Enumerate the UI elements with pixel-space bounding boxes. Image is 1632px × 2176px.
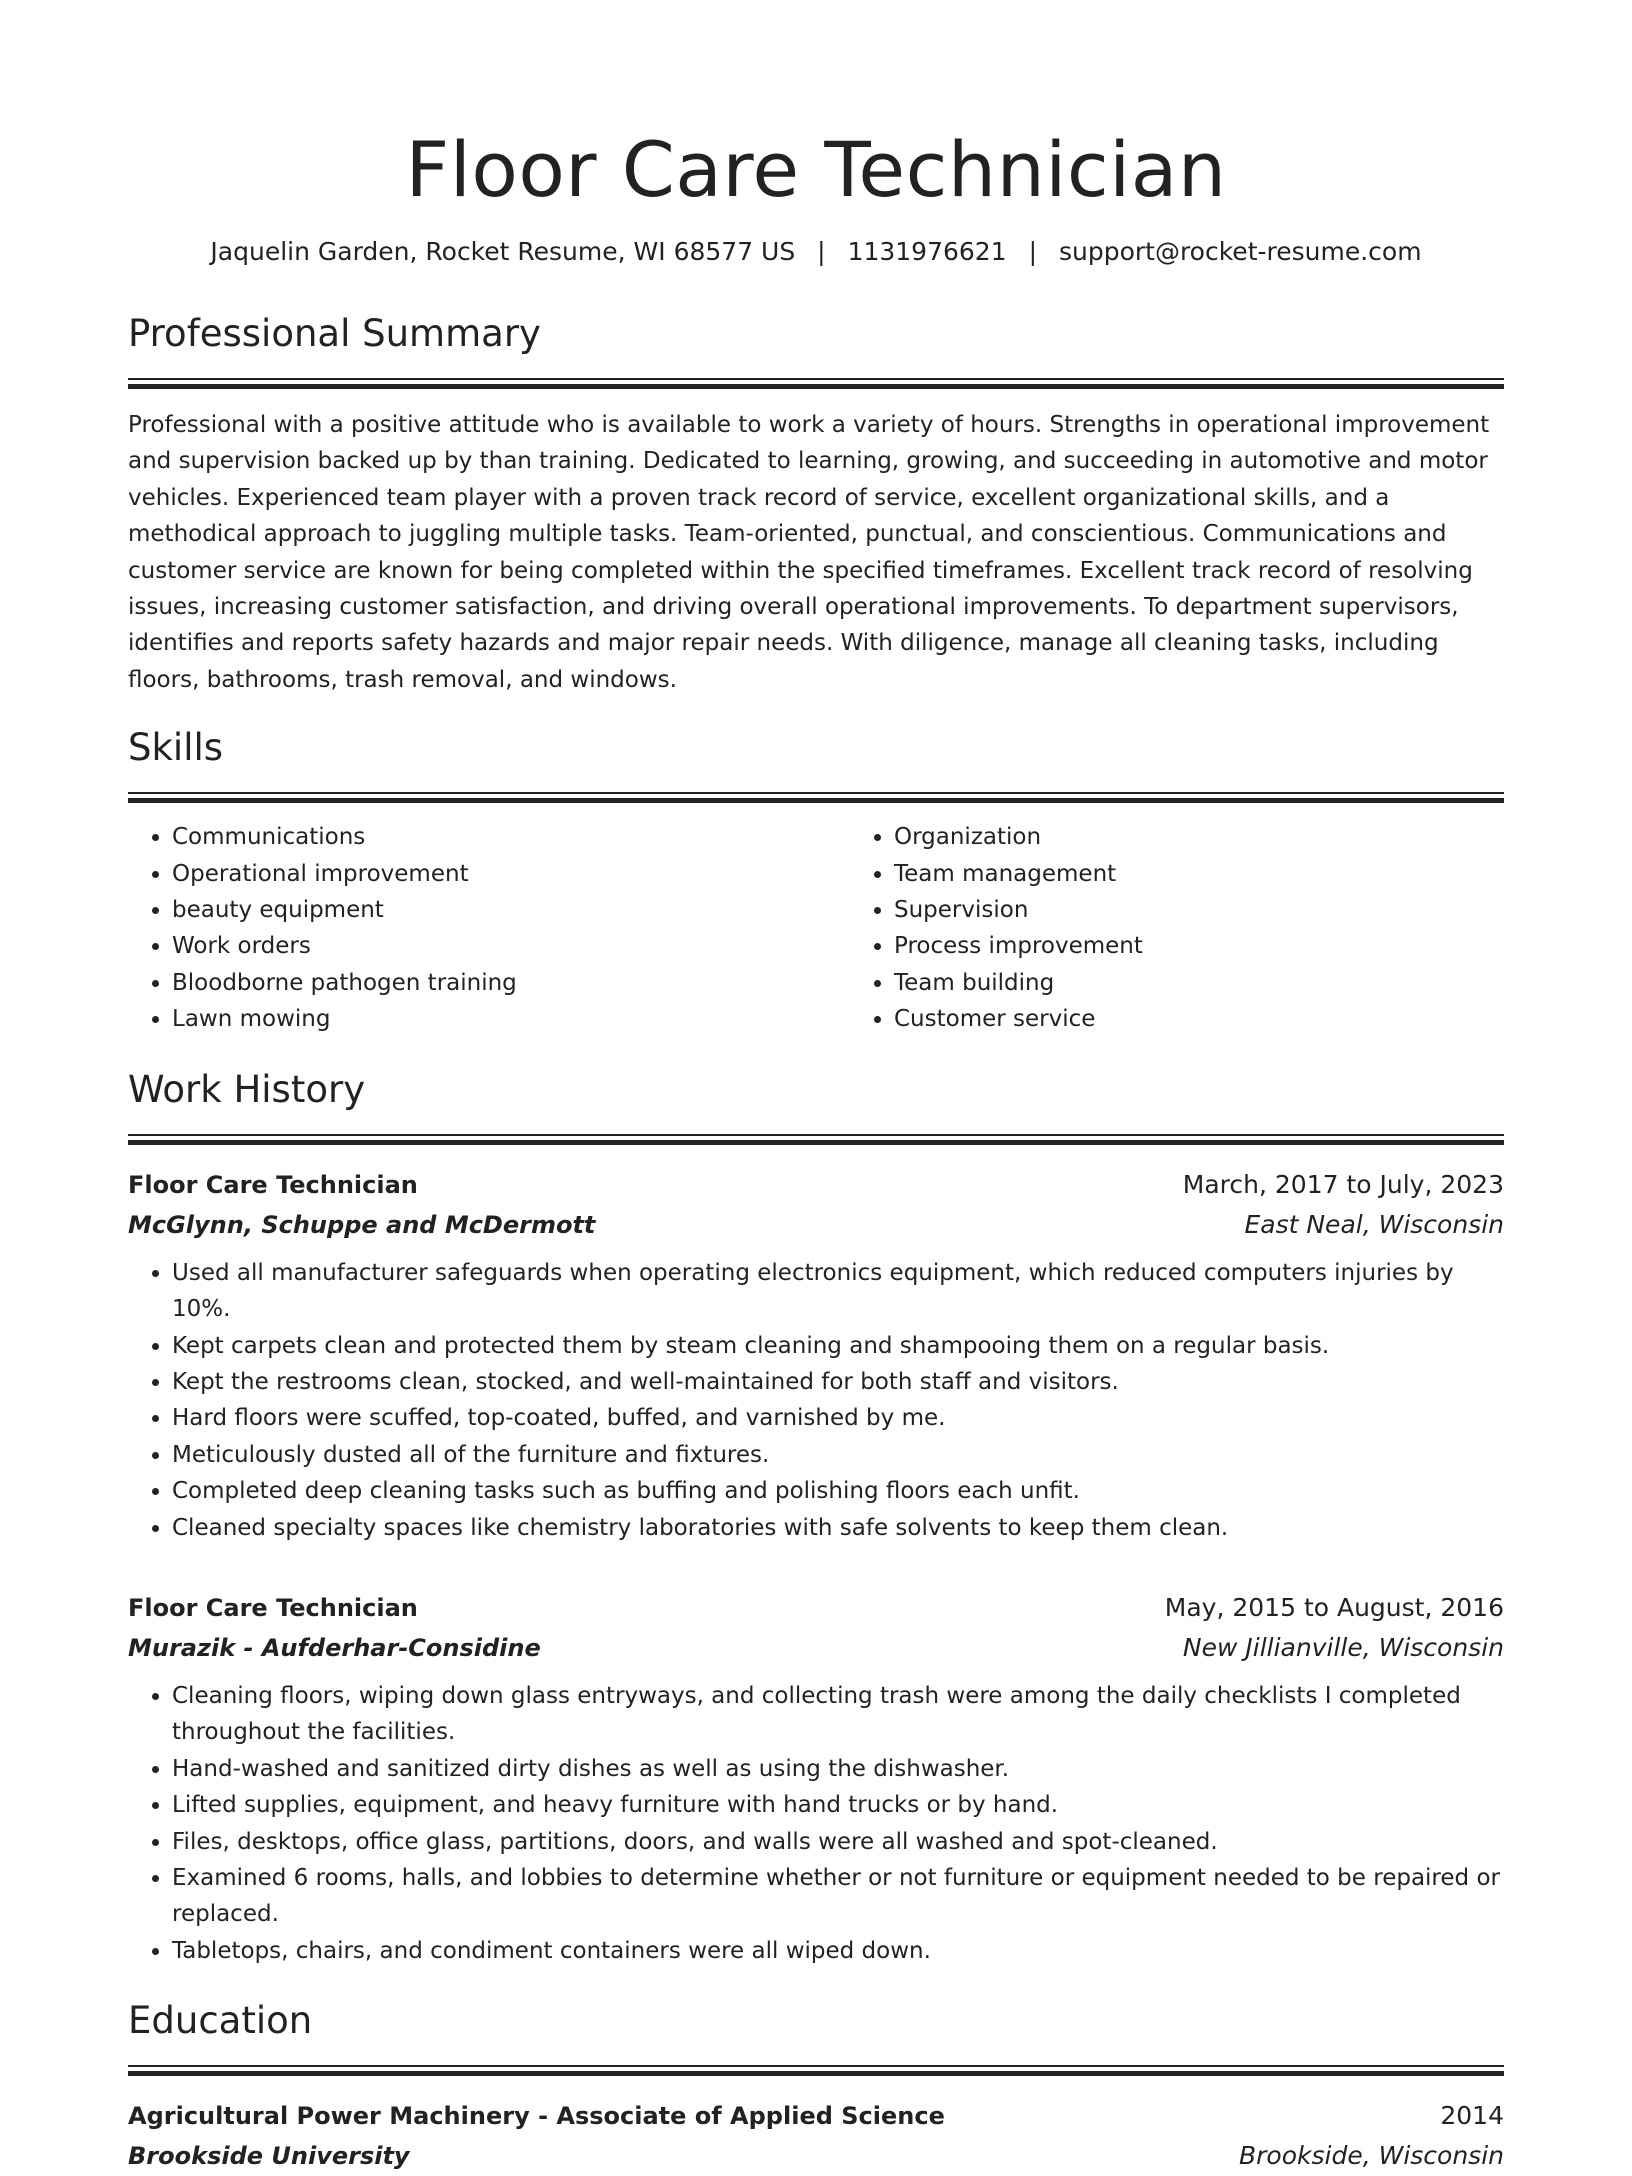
summary-text: Professional with a positive attitude who is available to work a variety of hours. Strengths in operational improvement and supervision backed up by than training. Dedicated to learning, growing, and succeeding in automotive and motor vehicles. Experienced team player with a proven track record of service, excellent organizational skills, and a methodical approach to juggling multiple tasks. Team-oriented, punctual, and conscientious. Communications and customer service are known for being completed within the specified timeframes. Excellent track record of resolving issues, increasing customer satisfaction, and driving overall operational improvements. To department supervisors, identifies and reports safety hazards and major repair needs. With diligence, manage all cleaning tasks, including floors, bathrooms, trash removal, and windows.	[128, 412, 1490, 693]
skills-list-left	[128, 819, 850, 1037]
education-school-row	[128, 2136, 1504, 2176]
job-company: Murazik - Aufderhar-Considine	[128, 1633, 541, 1662]
skill-item: • Customer service	[894, 1001, 1504, 1037]
job-location: East Neal, Wisconsin	[1244, 1209, 1504, 1239]
section-heading-summary: Professional Summary	[128, 312, 541, 355]
section-divider	[128, 378, 1504, 389]
skill-item: • Lawn mowing	[172, 1001, 850, 1037]
job-header-row	[128, 1165, 1504, 1205]
job-bullets	[128, 1255, 1504, 1546]
work-history-section	[128, 1066, 1504, 1970]
job-bullet: • Hard floors were scuffed, top-coated, buffed, and varnished by me.	[172, 1400, 1504, 1436]
skill-item: • Supervision	[894, 892, 1504, 928]
job-entry	[128, 1588, 1504, 1969]
contact-email[interactable]: support@rocket-resume.com	[1058, 237, 1422, 266]
contact-phone: 1131976621	[847, 237, 1007, 266]
section-divider	[128, 1134, 1504, 1145]
job-header-row	[128, 1588, 1504, 1628]
summary-section	[128, 310, 1504, 698]
section-heading-education: Education	[128, 1999, 313, 2043]
education-school: Brookside University	[128, 2142, 410, 2171]
job-dates: May, 2015 to August, 2016	[1164, 1592, 1504, 1622]
resume-page	[128, 0, 1504, 2176]
job-bullet: • Meticulously dusted all of the furniture and fixtures.	[172, 1437, 1504, 1473]
job-bullet: • Used all manufacturer safeguards when operating electronics equipment, which reduced computers injuries by 10%.	[172, 1255, 1504, 1328]
job-dates: March, 2017 to July, 2023	[1182, 1169, 1504, 1199]
contact-separator: |	[817, 237, 826, 266]
skill-item: • beauty equipment	[172, 892, 850, 928]
section-heading-skills: Skills	[128, 726, 224, 770]
job-bullets	[128, 1678, 1504, 1969]
job-bullet: • Examined 6 rooms, halls, and lobbies to determine whether or not furniture or equipment needed to be repaired or replaced.	[172, 1860, 1504, 1933]
job-bullet: • Cleaning floors, wiping down glass entryways, and collecting trash were among the daily checklists I completed throughout the facilities.	[172, 1678, 1504, 1751]
job-bullet: • Tabletops, chairs, and condiment containers were all wiped down.	[172, 1933, 1504, 1969]
education-degree: Agricultural Power Machinery - Associate of Applied Science	[128, 2102, 945, 2131]
education-section	[128, 1997, 1504, 2176]
job-bullet: • Completed deep cleaning tasks such as buffing and polishing floors each unfit.	[172, 1473, 1504, 1509]
skill-item: • Team building	[894, 965, 1504, 1001]
education-header-row	[128, 2096, 1504, 2136]
job-company-row	[128, 1628, 1504, 1668]
contact-line	[128, 236, 1504, 268]
section-divider	[128, 2065, 1504, 2076]
contact-address: Jaquelin Garden, Rocket Resume, WI 68577 US	[210, 237, 796, 266]
job-company-row	[128, 1205, 1504, 1245]
job-bullet: • Kept carpets clean and protected them by steam cleaning and shampooing them on a regular basis.	[172, 1328, 1504, 1364]
skill-item: • Bloodborne pathogen training	[172, 965, 850, 1001]
job-bullet: • Hand-washed and sanitized dirty dishes as well as using the dishwasher.	[172, 1751, 1504, 1787]
job-bullet: • Kept the restrooms clean, stocked, and well-maintained for both staff and visitors.	[172, 1364, 1504, 1400]
section-heading-work: Work History	[128, 1067, 366, 1111]
job-location: New Jillianville, Wisconsin	[1182, 1632, 1504, 1662]
skill-item: • Work orders	[172, 928, 850, 964]
job-bullet: • Cleaned specialty spaces like chemistry laboratories with safe solvents to keep them clean.	[172, 1510, 1504, 1546]
section-divider	[128, 792, 1504, 803]
job-entry	[128, 1165, 1504, 1546]
education-location: Brookside, Wisconsin	[1238, 2141, 1504, 2171]
skill-item: • Process improvement	[894, 928, 1504, 964]
job-bullet: • Files, desktops, office glass, partitions, doors, and walls were all washed and spot-cleaned.	[172, 1824, 1504, 1860]
job-title: Floor Care Technician	[128, 1170, 418, 1199]
job-title: Floor Care Technician	[128, 1593, 418, 1622]
page-title: Floor Care Technician	[405, 125, 1227, 214]
job-company: McGlynn, Schuppe and McDermott	[128, 1210, 596, 1239]
skills-section	[128, 724, 1504, 1037]
skills-grid	[128, 819, 1504, 1037]
education-entry	[128, 2096, 1504, 2176]
skill-item: • Operational improvement	[172, 856, 850, 892]
skills-list-right	[850, 819, 1504, 1037]
job-bullet: • Lifted supplies, equipment, and heavy furniture with hand trucks or by hand.	[172, 1787, 1504, 1823]
skill-item: • Communications	[172, 819, 850, 855]
education-year: 2014	[1440, 2101, 1504, 2131]
skill-item: • Team management	[894, 856, 1504, 892]
skill-item: • Organization	[894, 819, 1504, 855]
contact-separator: |	[1028, 237, 1038, 266]
